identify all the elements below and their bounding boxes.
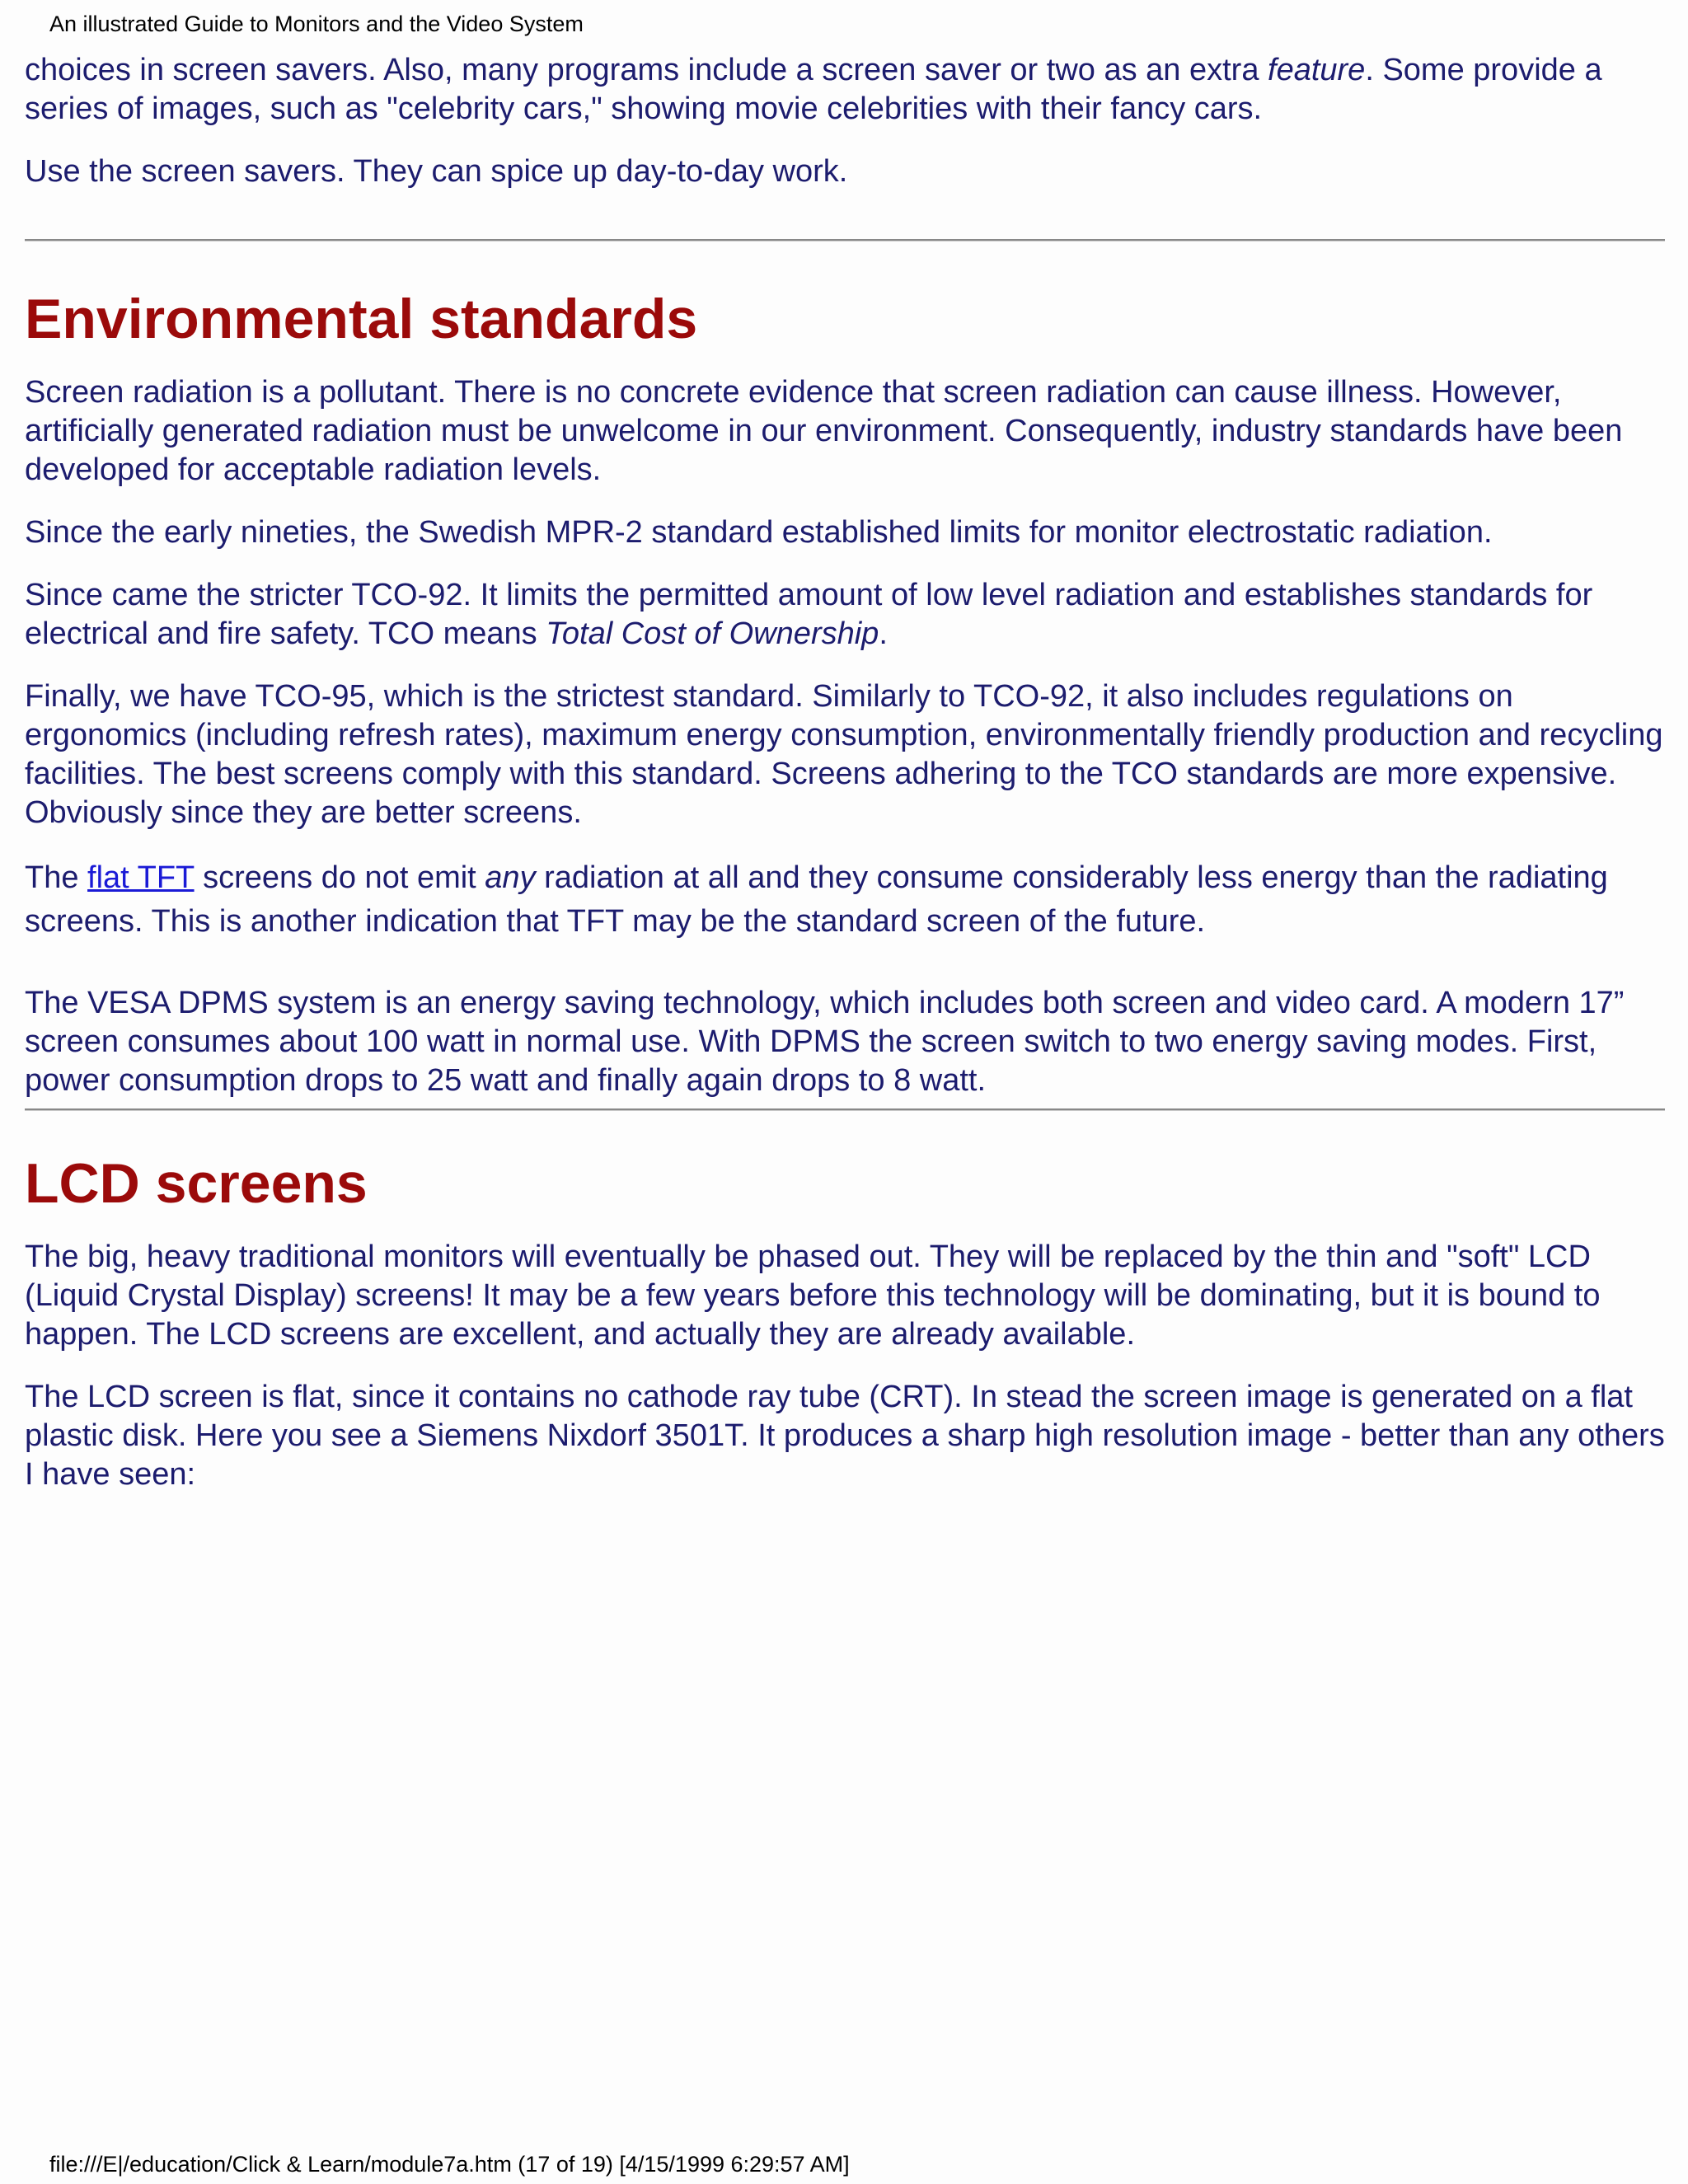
- divider: [25, 239, 1665, 241]
- env-p5-text-a: The: [25, 860, 88, 895]
- environmental-paragraph-6: The VESA DPMS system is an energy saving technology, which includes both screen and video card. A modern 17” screen consumes about 100 watt in normal use. With DPMS the screen switch to two energy saving modes. First, power consumption drops to 25 watt and finally again drops to 8 watt.: [25, 986, 1625, 1098]
- intro-p1-emphasis: feature: [1268, 53, 1366, 87]
- env-p3-emphasis: Total Cost of Ownership: [546, 616, 879, 651]
- environmental-paragraph-5: [25, 856, 1665, 944]
- flat-tft-link[interactable]: flat TFT: [87, 860, 195, 895]
- env-p3-text-b: .: [879, 616, 888, 651]
- divider: [25, 1108, 1665, 1111]
- intro-p1-text-b: . Some provide a series of images, such as "celebrity cars," showing movie celebrities with their fancy cars.: [25, 53, 1602, 126]
- intro-p1-text-a: choices in screen savers. Also, many programs include a screen saver or two as an extra: [25, 53, 1268, 87]
- env-p5-text-b: screens do not emit: [194, 860, 485, 895]
- env-p5-emphasis: any: [485, 860, 536, 895]
- environmental-paragraph-4: Finally, we have TCO-95, which is the strictest standard. Similarly to TCO-92, it also includes regulations on ergonomics (including refresh rates), maximum energy consumption, environmentally friendly production and recycling facilities. The best screens comply with this standard. Screens adhering to the TCO standards are more expensive. Obviously since they are better screens.: [25, 679, 1663, 830]
- blank-line: [25, 944, 1665, 984]
- intro-paragraph-2: Use the screen savers. They can spice up day-to-day work.: [25, 154, 848, 189]
- lcd-paragraph-2: The LCD screen is flat, since it contains no cathode ray tube (CRT). In stead the screen image is generated on a flat plastic disk. Here you see a Siemens Nixdorf 3501T. It produces a sharp high resolution image - better than any others I have seen:: [25, 1380, 1665, 1492]
- page-content: [25, 51, 1665, 1518]
- section-heading-environmental: Environmental standards: [25, 288, 698, 350]
- environmental-paragraph-3: [25, 576, 1665, 654]
- environmental-paragraph-1: Screen radiation is a pollutant. There is no concrete evidence that screen radiation can cause illness. However, artificially generated radiation must be unwelcome in our environment. Consequently, industry standards have been developed for acceptable radiation levels.: [25, 375, 1623, 487]
- page-footer: file:///E|/education/Click & Learn/module7a.htm (17 of 19) [4/15/1999 6:29:57 AM]: [49, 2152, 850, 2177]
- env-p3-text-a: Since came the stricter TCO-92. It limits the permitted amount of low level radiation and establishes standards for electrical and fire safety. TCO means: [25, 578, 1593, 651]
- lcd-paragraph-1: The big, heavy traditional monitors will eventually be phased out. They will be replaced by the thin and "soft" LCD (Liquid Crystal Display) screens! It may be a few years before this technology will be dominating, but it is bound to happen. The LCD screens are excellent, and actually they are already available.: [25, 1240, 1601, 1352]
- env-p5-text-c: radiation at all and they consume considerably less energy than the radiating screens. This is another indication that TFT may be the standard screen of the future.: [25, 860, 1608, 939]
- section-heading-lcd: LCD screens: [25, 1152, 368, 1215]
- page-header: An illustrated Guide to Monitors and the Video System: [49, 12, 584, 36]
- intro-paragraph-1: [25, 51, 1665, 129]
- environmental-paragraph-2: Since the early nineties, the Swedish MPR-2 standard established limits for monitor electrostatic radiation.: [25, 515, 1493, 550]
